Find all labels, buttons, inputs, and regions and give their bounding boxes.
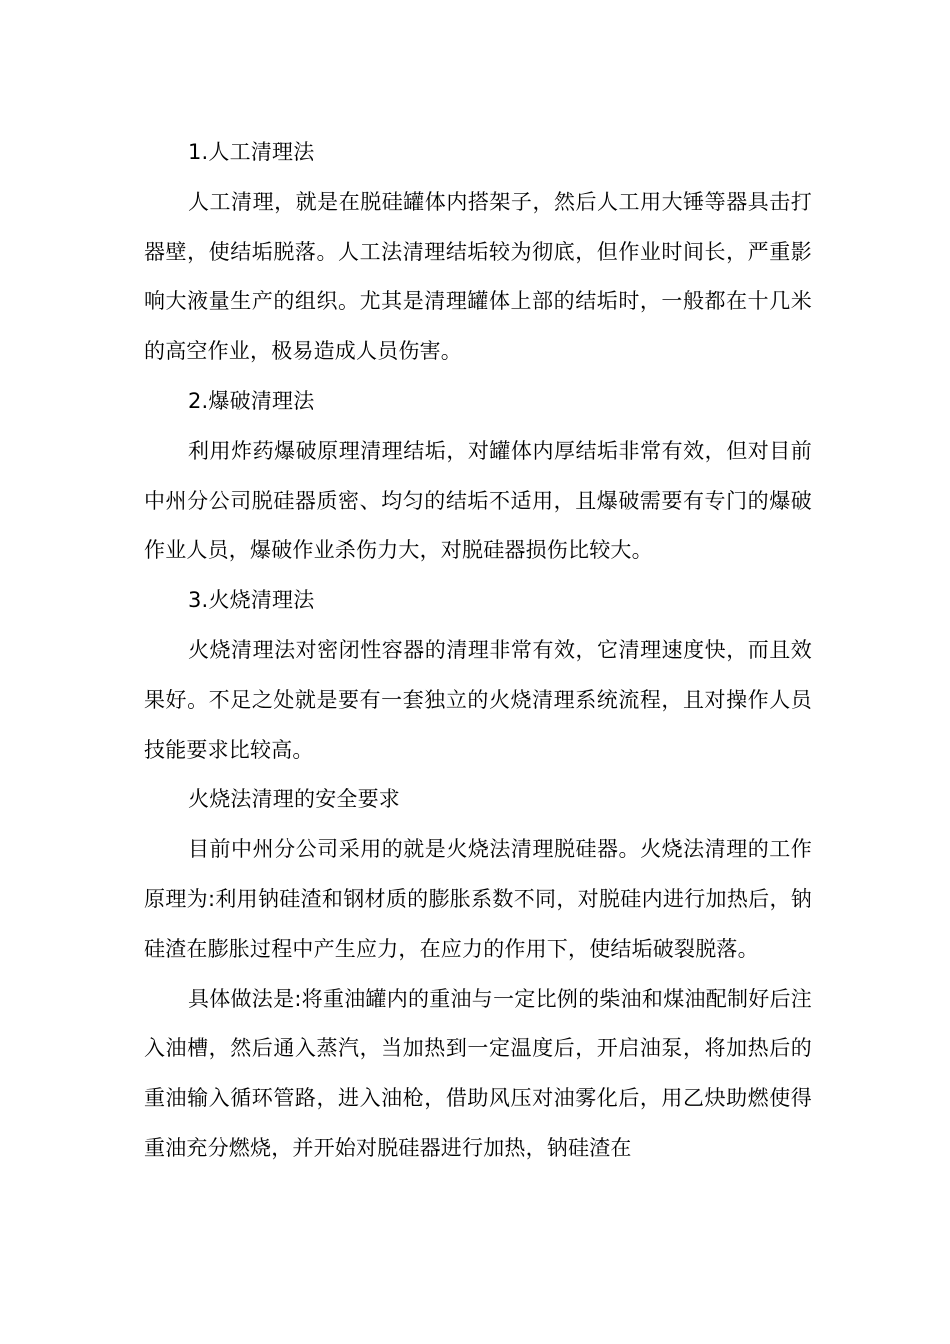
paragraph-blasting-cleaning: 利用炸药爆破原理清理结垢，对罐体内厚结垢非常有效，但对目前中州分公司脱硅器质密、均匀的结垢不适用，且爆破需要有专门的爆破作业人员，爆破作业杀伤力大，对脱硅器损伤比较大。	[144, 438, 812, 563]
section-heading-fire-cleaning: 3.火烧清理法	[188, 588, 315, 613]
section-heading-blasting-cleaning: 2.爆破清理法	[188, 388, 315, 413]
paragraph-procedure: 具体做法是:将重油罐内的重油与一定比例的柴油和煤油配制好后注入油槽，然后通入蒸汽，当加热到一定温度后，开启油泵，将加热后的重油输入循环管路，进入油枪，借助风压对油雾化后，用乙炔助燃使得重油充分燃烧，并开始对脱硅器进行加热，钠硅渣在	[144, 986, 812, 1160]
section-heading-safety-requirements: 火烧法清理的安全要求	[188, 787, 400, 812]
paragraph-fire-cleaning: 火烧清理法对密闭性容器的清理非常有效，它清理速度快，而且效果好。不足之处就是要有一套独立的火烧清理系统流程，且对操作人员技能要求比较高。	[144, 637, 812, 762]
paragraph-manual-cleaning: 人工清理，就是在脱硅罐体内搭架子，然后人工用大锤等器具击打器壁，使结垢脱落。人工法清理结垢较为彻底，但作业时间长，严重影响大液量生产的组织。尤其是清理罐体上部的结垢时，一般都在十几米的高空作业，极易造成人员伤害。	[144, 189, 812, 364]
section-heading-manual-cleaning: 1.人工清理法	[188, 140, 315, 164]
document-body	[144, 128, 812, 1174]
paragraph-working-principle: 目前中州分公司采用的就是火烧法清理脱硅器。火烧法清理的工作原理为:利用钠硅渣和钢材质的膨胀系数不同，对脱硅内进行加热后，钠硅渣在膨胀过程中产生应力，在应力的作用下，使结垢破裂脱落。	[144, 837, 812, 961]
